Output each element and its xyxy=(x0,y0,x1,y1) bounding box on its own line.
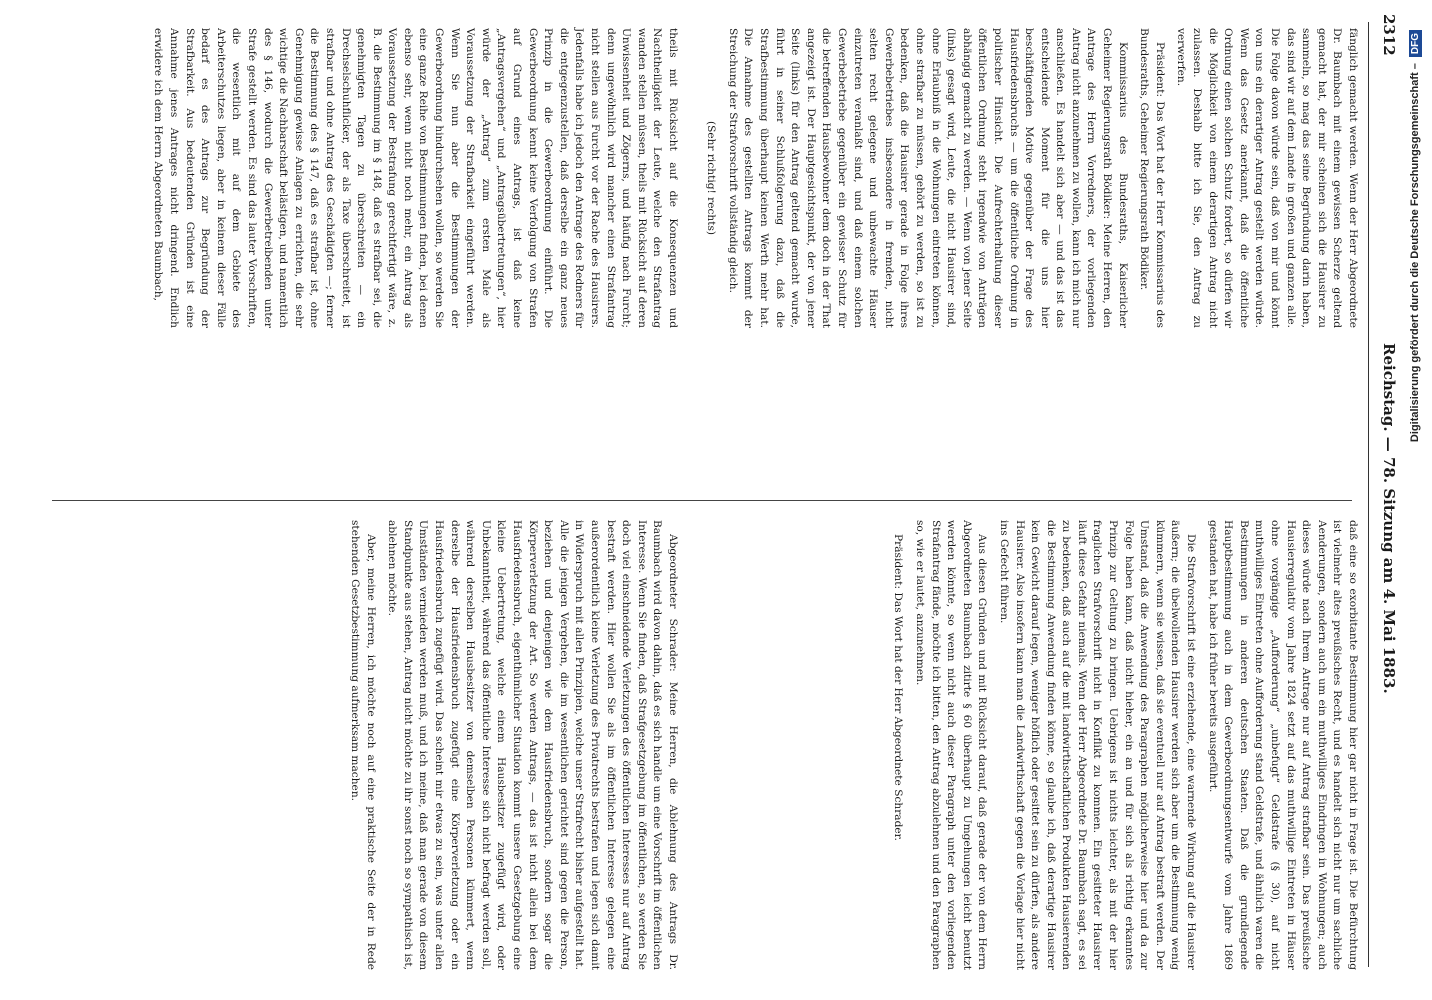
page-header xyxy=(1374,8,1398,943)
document-sheet xyxy=(32,0,1432,1000)
text-column-2 xyxy=(50,28,680,328)
paragraph: Aber, meine Herren, ich möchte noch auf eine praktische Seite der in Rede stehenden Gesetzbestimmung aufmerksam machen. xyxy=(349,520,377,970)
paragraph: (Sehr richtig! rechts) xyxy=(705,120,718,236)
paragraph: Abgeordneter Schrader: Meine Herren, die Ablehnung des Antrags Dr. Baumbach wird davon dahin, daß es sich handle um eine Vorschrift im öffentlichen Interesse. Wenn Sie finden, daß Strafgesetzgebung im öffentlichen, so werden Sie doch viel einschneidende Verletzungen des öffentlichen Interesses nur auf Antrag bestraft werden. Hier wollen Sie als im öffentlichen Interesse gelegen eine außerordentlich kleine Verletzung des Privatrechts bestrafen und legen sich damit in Widerspruch mit allen Prinzipien, welche unser Strafrecht bisher aufgestellt hat. Alle die jenigen Vergehen, die im wesentlichen gerichtet sind gegen die Person, beziehen und denjenigen wie dem Hausfriedensbruch, sondern sogar die Körperverletzung der Art. So werden Antrags, — das ist nicht allein bei dem Hausfriedensbruch, eigenthümlicher Situation kommt unsere Gesetzgebung eine kleine Uebertretung, welche einem Hausbesitzer zugefügt wird, oder Unbekanntheit, während das öffentliche Interesse sich nicht befragt werden soll, während derselben Hausbesitzer von demselben Personen kümmert, wenn derselbe der Hausfriedensbruch zugefügt eine Körperverletzung oder ein Hausfriedensbruch zugefügt wird. Das scheint mir etwas zu sein, was unter allen Umständen vermieden werden muß, und ich meine, daß man gerade von diesem Standpunkte aus stehen, Antrag nicht möchte zu ihr sonst noch so sympathisch ist, ablehnen möchte. xyxy=(386,520,679,970)
paragraph: Präsident: Das Wort hat der Herr Kommissarius des Bundesraths, Geheimer Regierungsrath Bödiker. xyxy=(1138,28,1166,328)
paragraph: Die Strafvorschrift ist eine erziehende, eine warnende Wirkung auf die Hausirer äußern; die übelwollenden Hausirer werden sich aber um die Bestimmung wenig kümmern, wenn sie wissen, daß sie eventuell nur auf Antrag bestraft werden. Der Umstand, daß die Anwendung des Paragraphen möglicherweise hier und da zur Folge haben kann, daß nicht hieher, ein an und für sich als richtig erkanntes Prinzip zur Geltung zu bringen. Uebrigens ist nichts leichter, als mit der hier fraglichen Strafvorschrift nicht in Konflikt zu kommen. Ein gesitteter Hausirer läuft diese Gefahr niemals. Wenn der Herr Abgeordnete Dr. Baumbach sagt, es sei zu bedenken, daß auch auf die mit landwirthschaftlichen Produkten Hausierenden die Bestimmung Anwendung finden könne, so glaube ich, daß derartige Hausirer kein Gewicht darauf legen, weniger höflich oder gesittet sein zu dürfen, als andere Hausirer. Also insofern kann man die Landwirthschaft gegen die Vorlage hier nicht ins Gefecht führen. xyxy=(997,520,1198,970)
paragraph: Aus diesen Gründen und mit Rücksicht darauf, daß gerade der von dem Herrn Abgeordneten Baumbach zitirte § 60 überhaupt zu Umgehungen leicht benutzt werden könnte, so wenn nicht auch dieser Paragraph unter den vorliegenden Strafantrag fände, möchte ich bitten, den Antrag abzulehnen und den Paragraphen so, wie er lautet, anzunehmen. xyxy=(913,520,989,970)
page-number: 2312 xyxy=(1380,14,1398,56)
side-note xyxy=(1405,30,1425,970)
paragraph: theils mit Rücksicht auf die Konsequenzen und Nachtheiligkeit der Leute, welche den Strafantrag wanden stellen müssen, theils mit Rücksicht auf deren Unwissenheit und Zögerns, und häufig nach Furcht; denn ungewöhnlich wird mancher einen Strafantrag nicht stellen aus Furcht vor der Rache des Hausirers. Jedenfalls habe ich jedoch den Antrage des Redners für die entgegenzustellen, daß derselbe ein ganz neues Prinzip in die Gewerbeordnung einführt. Die Gewerbeordnung kennt keine Verfolgung von Strafen auf Grund eines Antrags, ist daß keine „Antragsvergehen“ und „Antragsübertretungen“, hier würde der „Antrag“ zum ersten Male als Voraussetzung der Strafbarkeit eingeführt werden. Wenn Sie nun aber die Bestimmungen der Gewerbeordnung hindurchsehen wollen, so werden Sie eine ganze Reihe von Bestimmungen finden, bei denen ebenso sehr, wenn nicht noch mehr, ein Antrag als Voraussetzung der Bestrafung gerechtfertigt wäre, z. B. die Bestimmung im § 148, daß es strafbar sei, die genehmigten Tagen zu überschreiten — ein Drechselschuhflicker, der als Taxe überschreitet, ist strafbar und ohne Antrag des Geschädigten —; ferner die Bestimmung des § 147, daß es strafbar ist, ohne Genehmigung gewisse Anlagen zu errichten, die sehr wichtige die Nachbarschaft belästigen, und namentlich des § 146, wodurch die Gewerbetreibenden unter Strafe gestellt werden. Es sind das lauter Vorschriften, die wesentlich mit auf dem Gebiete des Arbeiterschutzes liegen, aber in keinem dieser Fälle bedarf es des Antrags zur Begründung der Strafbarkeit. Aus bedeutenden Gründen ist eine Annahme jenes Antrages nicht dringend. Endlich erwidere ich dem Herrn Abgeordneten Baumbach, xyxy=(152,28,679,328)
text-column-3 xyxy=(720,520,1360,970)
funding-note: Digitalisierung gefördert durch die Deutsche Forschungsgemeinschaft – xyxy=(1409,63,1421,443)
text-column-4 xyxy=(50,520,680,970)
paragraph: fänglich gemacht werden. Wenn der Herr Abgeordnete Dr. Baumbach mit einem gewissen Scherze geltend gemacht hat, der mir scheinen sich die Hausirer zu sammeln, so mag das seine Begründung darin haben, das sind wir auf dem Lande in großen und ganzen alle. Die Folge davon würde sein, daß von mir und könnt von uns ein derartiger Antrag gestellt werden würde. Wenn das Gesetz anerkannt, daß die öffentliche Ordnung einen solchen Schutz fordert, so dürfen wir die Möglichkeit von einem derartigen Antrag nicht zulassen. Deshalb bitte ich Sie, den Antrag zu verwerfen. xyxy=(1175,28,1359,328)
paragraph: Präsident: Das Wort hat der Herr Abgeordnete Schrader. xyxy=(892,534,905,841)
column-divider xyxy=(52,500,1352,501)
text-column-1 xyxy=(705,28,1360,328)
paragraph: daß eine so exorbitante Bestimmung hier gar nicht in Frage ist. Die Befürchtung ist vielmehr altes preußisches Recht, und es handelt sich nicht nur um sachliche Aenderungen, sondern auch um ein muthwilliges Eindringen in Wohnungen; auch dieses würde nach Ihrem Antrage nur auf Antrag strafbar sein. Das preußische Hausierregulativ vom Jahre 1824 setzt auf das muthwillige Eintreten in Häuser ohne vorgängige „Aufforderung“ „unbefugt“ Geldstrafe (§ 30), auf nicht muthwilliges Eintreten ohne Aufforderung stand Geldstrafe, und ähnlich waren die Bestimmungen in anderen deutschen Staaten. Daß die grundlegende Hauptbestimmung auch in dem Gewerbeordnungsentwurfe vom Jahre 1869 gestanden hat, habe ich früher bereits ausgeführt. xyxy=(1206,520,1359,970)
dfg-logo: DFG xyxy=(1409,30,1422,57)
running-title: Reichstag. — 78. Sitzung am 4. Mai 1883. xyxy=(1380,343,1398,694)
paragraph: Kommissarius des Bundesraths, Kaiserlicher Geheimer Regierungsrath Bödiker: Meine Herren, den Antrage des Herrn Vorredners, der vorliegenden Antrag nicht anzunehmen zu wollen, kann ich mich nur anschließen. Es handelt sich aber — und das ist das entscheidende Moment für die uns hier beschäftigenden Motive gegenüber der Frage des Hausfriedensbruchs — um die öffentliche Ordnung in politischer Hinsicht. Die Aufrechterhaltung dieser öffentlichen Ordnung steht irgendwie von Anträgen abhängig gemacht zu werden. — Wenn von jener Seite (links) gesagt wird, Leute, die nicht Hausirer sind, ohne Erlaubniß in die Wohnungen eintreten können, ohne strafbar zu müssen, gehört zu werden, so ist zu bedenken, daß die Hausirer gerade in Folge ihres Gewerbebetriebes insbesondere in fremden, nicht selten recht gelegene und unbewachte Häuser einzutreten veranlaßt sind, und daß einem solchen Gewerbebetriebe gegenüber ein gewisser Schutz für die betreffenden Hausbewohner dem doch in der That angezeigt ist. Der Hauptgesichtspunkt, der von jener Seite (links) für den Antrag geltend gemacht wurde, führt in seiner Schlußfolgerung dazu, daß die Strafbestimmung überhaupt keinen Werth mehr hat. Die Annahme des gestellten Antrags kommt der Streichung der Strafvorschrift vollständig gleich. xyxy=(726,28,1129,328)
header-rule xyxy=(1368,22,1369,967)
